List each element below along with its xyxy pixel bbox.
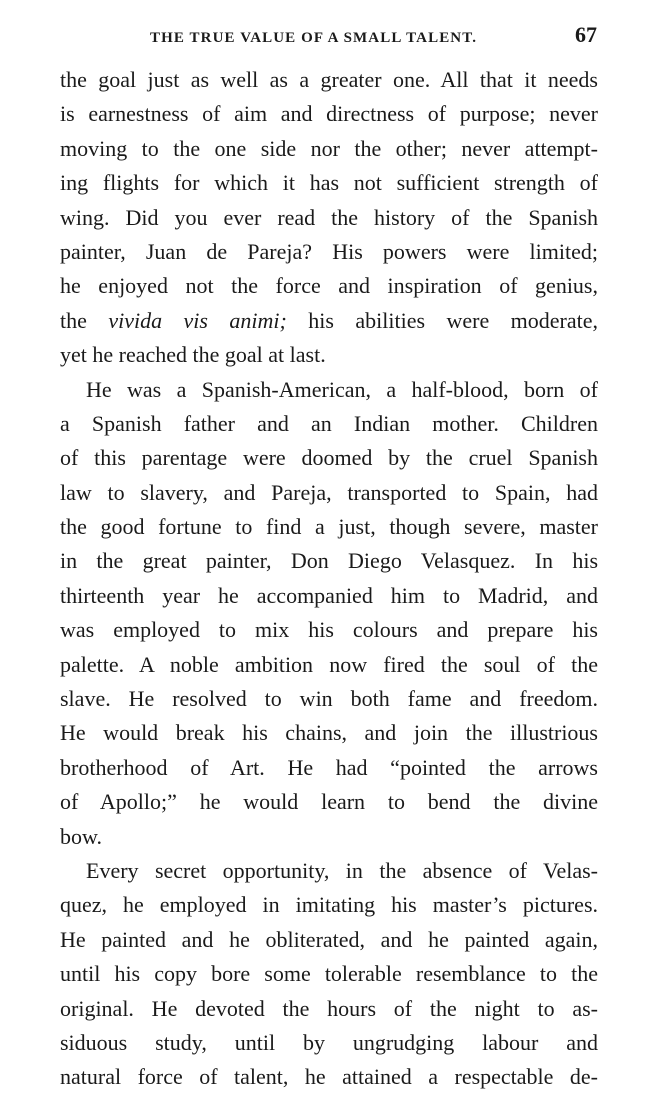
text-line: the good fortune to find a just, though severe, master — [60, 514, 598, 540]
text-segment: his abilities were moderate, — [286, 307, 598, 333]
paragraph-start-line: He was a Spanish-American, a half-blood, born of — [86, 376, 598, 402]
text-line: wing. Did you ever read the history of the Spanish — [60, 204, 598, 230]
text-line: moving to the one side nor the other; never attempt- — [60, 135, 598, 161]
text-line: original. He devoted the hours of the night to as- — [60, 995, 598, 1021]
page-number: 67 — [575, 22, 597, 47]
running-head — [0, 18, 661, 58]
text-line: the goal just as well as a greater one. All that it needs — [60, 67, 598, 92]
text-line: a Spanish father and an Indian mother. Children — [60, 410, 598, 436]
latin-phrase: vivida vis animi; — [108, 307, 287, 333]
text-line: painter, Juan de Pareja? His powers were limited; — [60, 238, 598, 264]
running-head-title: THE TRUE VALUE OF A SMALL TALENT. — [150, 30, 478, 46]
paragraph-end-line: yet he reached the goal at last. — [60, 342, 326, 368]
text-line: natural force of talent, he attained a respectable de- — [60, 1064, 598, 1090]
text-line: He painted and he obliterated, and he painted again, — [60, 926, 598, 952]
text-line: he enjoyed not the force and inspiration of genius, — [60, 273, 598, 299]
text-line: thirteenth year he accompanied him to Madrid, and — [60, 582, 598, 608]
text-line: was employed to mix his colours and prepare his — [60, 617, 598, 643]
text-line: law to slavery, and Pareja, transported to Spain, had — [60, 479, 598, 505]
text-line: palette. A noble ambition now fired the soul of the — [60, 651, 598, 677]
text-line: He would break his chains, and join the illustrious — [60, 720, 598, 746]
paragraph-start-line: Every secret opportunity, in the absence of Velas- — [86, 857, 598, 883]
text-segment: the — [60, 307, 109, 333]
text-line: until his copy bore some tolerable resemblance to the — [60, 961, 598, 987]
text-line: slave. He resolved to win both fame and freedom. — [60, 686, 598, 712]
body-text — [60, 63, 598, 1095]
text-line: ing flights for which it has not sufficient strength of — [60, 170, 598, 196]
text-line: brotherhood of Art. He had “pointed the arrows — [60, 754, 598, 780]
text-line: in the great painter, Don Diego Velasquez. In his — [60, 548, 598, 574]
text-line-with-italic — [60, 304, 598, 338]
paragraph-end-line: bow. — [60, 823, 102, 849]
text-line: siduous study, until by ungrudging labour and — [60, 1029, 598, 1055]
text-line: of Apollo;” he would learn to bend the divine — [60, 789, 598, 815]
text-line: quez, he employed in imitating his master’s pictures. — [60, 892, 598, 918]
text-line: is earnestness of aim and directness of purpose; never — [60, 101, 598, 127]
text-line: of this parentage were doomed by the cruel Spanish — [60, 445, 598, 471]
